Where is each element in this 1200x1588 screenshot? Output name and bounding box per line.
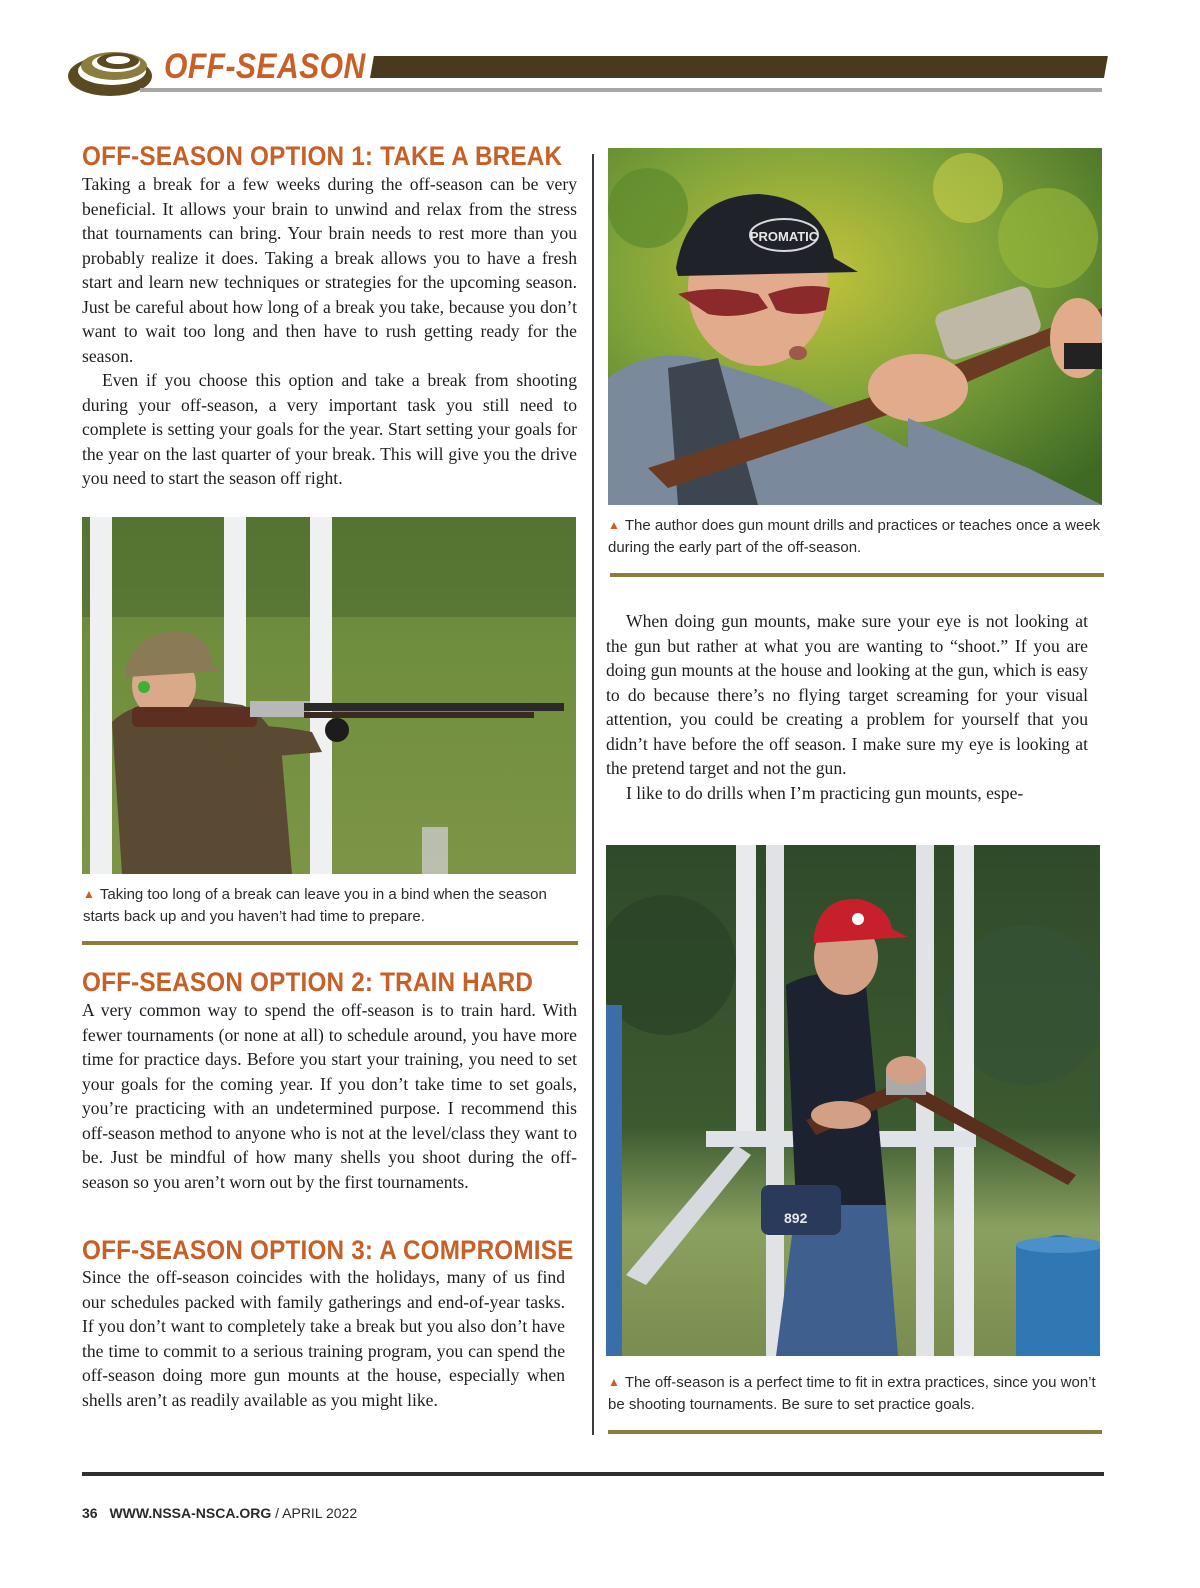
option1-heading: OFF-SEASON OPTION 1: TAKE A BREAK	[82, 141, 563, 171]
pouch-number-text: 892	[784, 1210, 808, 1226]
page-number: 36	[82, 1505, 98, 1521]
photo-shooter-red-cap	[606, 845, 1100, 1356]
photo-author-gun-mount	[608, 148, 1102, 505]
left-caption-rule	[82, 941, 578, 945]
footer-website-link[interactable]: WWW.NSSA-NSCA.ORG	[109, 1505, 272, 1521]
right-paragraph-2: I like to do drills when I’m practicing gun mounts, espe-	[626, 782, 1024, 803]
option2-paragraph-1: A very common way to spend the off-season is to train hard. With fewer tournaments (or none at all) to schedule around, you have more time for practice days. Before you start your training, you need to set your goals for the coming year. If you don’t take time to set goals, you’re practicing with an undetermined purpose. I recommend this off-season method to anyone who is not at the level/class they want to be. Just be mindful of how many shells you shoot during the off-season so you aren’t worn out by the first tournaments.	[82, 1000, 577, 1192]
bottom-right-caption-text: The off-season is a perfect time to fit in extra practices, since you won’t be shooting tournaments. Be sure to set practice goals.	[608, 1374, 1096, 1413]
top-right-caption-text: The author does gun mount drills and practices or teaches once a week during the early part of the off-season.	[608, 517, 1101, 556]
footer-issue-date: APRIL 2022	[282, 1505, 358, 1521]
left-caption-text: Taking too long of a break can leave you in a bind when the season starts back up and you haven’t had time to prepare.	[83, 886, 547, 925]
caption-triangle-icon: ▲	[608, 1375, 620, 1389]
footer	[82, 1505, 357, 1521]
option3-body	[82, 1265, 565, 1412]
option1-paragraph-2: Even if you choose this option and take a break from shooting during your off-season, a very important task you still need to complete is setting your goals for the year. Start setting your goals for the year on the last quarter of your break. This will give you the drive you need to start the season off right.	[82, 370, 577, 488]
cap-logo-text: PROMATIC	[749, 229, 819, 244]
header-underline	[140, 88, 1102, 92]
footer-separator: /	[275, 1505, 280, 1521]
option2-heading: OFF-SEASON OPTION 2: TRAIN HARD	[82, 967, 534, 997]
option1-body	[82, 172, 577, 491]
bottom-right-caption-rule	[608, 1430, 1102, 1434]
column-divider	[592, 154, 594, 1435]
top-right-photo-caption	[608, 515, 1102, 559]
left-photo-caption	[83, 884, 577, 928]
footer-rule	[82, 1472, 1104, 1476]
right-paragraph-1: When doing gun mounts, make sure your eye is not looking at the gun but rather at what you are wanting to “shoot.” If you are doing gun mounts at the house and looking at the gun, which is easy to do because there’s no flying target screaming for your visual attention, you could be creating a problem for yourself that you didn’t have before the off season. I make sure my eye is looking at the pretend target and not the gun.	[606, 611, 1088, 778]
option2-body	[82, 998, 577, 1194]
caption-triangle-icon: ▲	[608, 518, 620, 532]
caption-triangle-icon: ▲	[83, 887, 95, 901]
right-column-body	[606, 609, 1088, 805]
header-bar	[370, 56, 1108, 78]
top-right-caption-rule	[610, 573, 1104, 577]
section-title: OFF-SEASON	[164, 47, 366, 86]
option3-heading: OFF-SEASON OPTION 3: A COMPROMISE	[82, 1235, 574, 1265]
bottom-right-photo-caption	[608, 1372, 1102, 1416]
option3-paragraph-1: Since the off-season coincides with the holidays, many of us find our schedules packed with family gatherings and end-of-year tasks. If you don’t want to completely take a break but you also don’t have the time to commit to a serious training program, you can spend the off-season doing more gun mounts at the house, especially when shells aren’t as readily available as you might like.	[82, 1267, 565, 1410]
photo-shooter-with-camo-cap	[82, 517, 576, 874]
option1-paragraph-1: Taking a break for a few weeks during the off-season can be very beneficial. It allows your brain to unwind and relax from the stress that tournaments can bring. Your brain needs to rest more than you probably realize it does. Taking a break allows you to have a fresh start and learn new techniques or strategies for the upcoming season. Just be careful about how long of a break you take, because you don’t want to wait too long and then have to rush getting ready for the season.	[82, 174, 577, 366]
